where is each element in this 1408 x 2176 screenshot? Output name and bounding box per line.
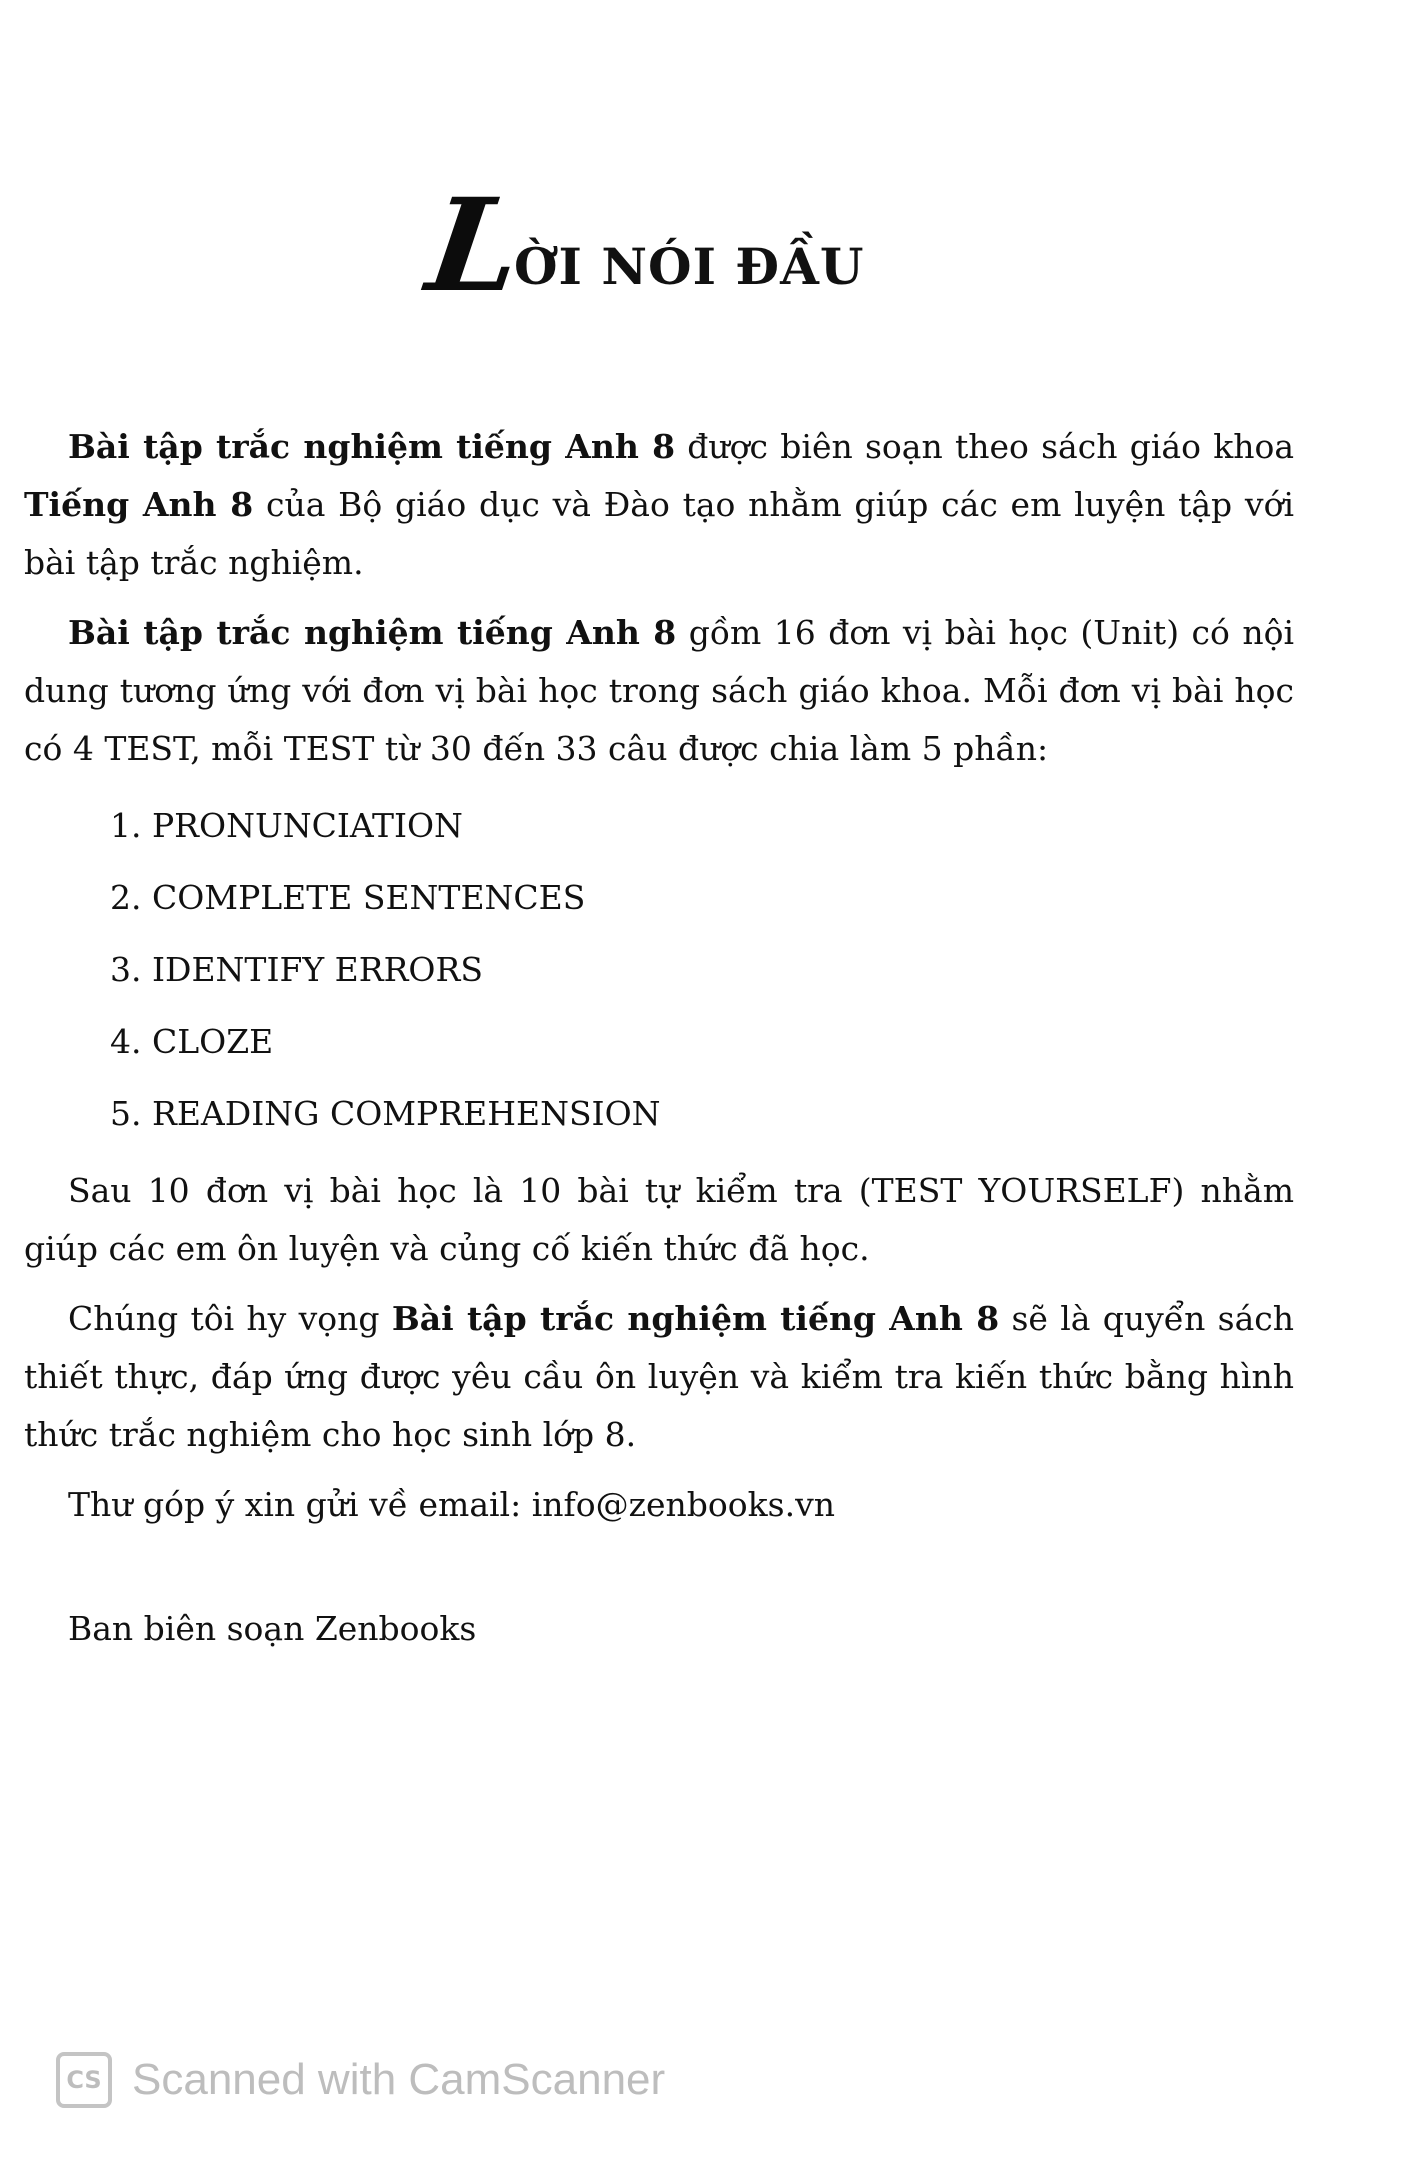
paragraph-intro <box>24 418 1294 592</box>
signature: Ban biên soạn Zenbooks <box>68 1609 477 1648</box>
watermark-text: Scanned with CamScanner <box>132 2055 666 2104</box>
camscanner-logo-icon: CS <box>56 2052 112 2108</box>
book-title-bold: Bài tập trắc nghiệm tiếng Anh 8 <box>68 427 676 466</box>
list-item: 1. PRONUNCIATION <box>110 806 463 845</box>
paragraph-intro-end: của Bộ giáo dục và Đào tạo nhằm giúp các em luyện tập với bài tập trắc nghiệm. <box>24 485 1294 582</box>
paragraph-hope-start: Chúng tôi hy vọng <box>68 1299 392 1338</box>
list-item: 3. IDENTIFY ERRORS <box>110 950 483 989</box>
camscanner-watermark <box>56 2052 665 2108</box>
title-text: ỜI NÓI ĐẦU <box>514 237 865 296</box>
paragraph-structure <box>24 604 1294 778</box>
paragraph-structure-text: gồm 16 đơn vị bài học (Unit) có nội dung tương ứng với đơn vị bài học trong sách giáo khoa. Mỗi đơn vị bài học có 4 TEST, mỗi TEST từ 30 đến 33 câu được chia làm 5 phần: <box>24 613 1294 768</box>
parts-list <box>24 790 1294 1150</box>
preface-body <box>24 418 1294 1658</box>
list-item: 5. READING COMPREHENSION <box>110 1094 661 1133</box>
list-item: 2. COMPLETE SENTENCES <box>110 878 586 917</box>
paragraph-test-yourself: Sau 10 đơn vị bài học là 10 bài tự kiểm tra (TEST YOURSELF) nhằm giúp các em ôn luyện và củng cố kiến thức đã học. <box>24 1171 1294 1268</box>
list-item: 4. CLOZE <box>110 1022 274 1061</box>
book-title-bold-3: Bài tập trắc nghiệm tiếng Anh 8 <box>391 1299 1000 1338</box>
paragraph-contact-email: Thư góp ý xin gửi về email: info@zenbooks.vn <box>68 1485 835 1524</box>
title-initial-letter: L <box>419 171 531 321</box>
paragraph-intro-text: được biên soạn theo sách giáo khoa <box>675 427 1294 466</box>
paragraph-hope <box>24 1290 1294 1464</box>
book-title-bold-2: Bài tập trắc nghiệm tiếng Anh 8 <box>68 613 677 652</box>
paragraph-hope-end: sẽ là quyển sách thiết thực, đáp ứng được yêu cầu ôn luyện và kiểm tra kiến thức bằng hình thức trắc nghiệm cho học sinh lớp 8. <box>24 1299 1295 1454</box>
page-title <box>419 171 990 321</box>
textbook-title-bold: Tiếng Anh 8 <box>24 485 254 524</box>
